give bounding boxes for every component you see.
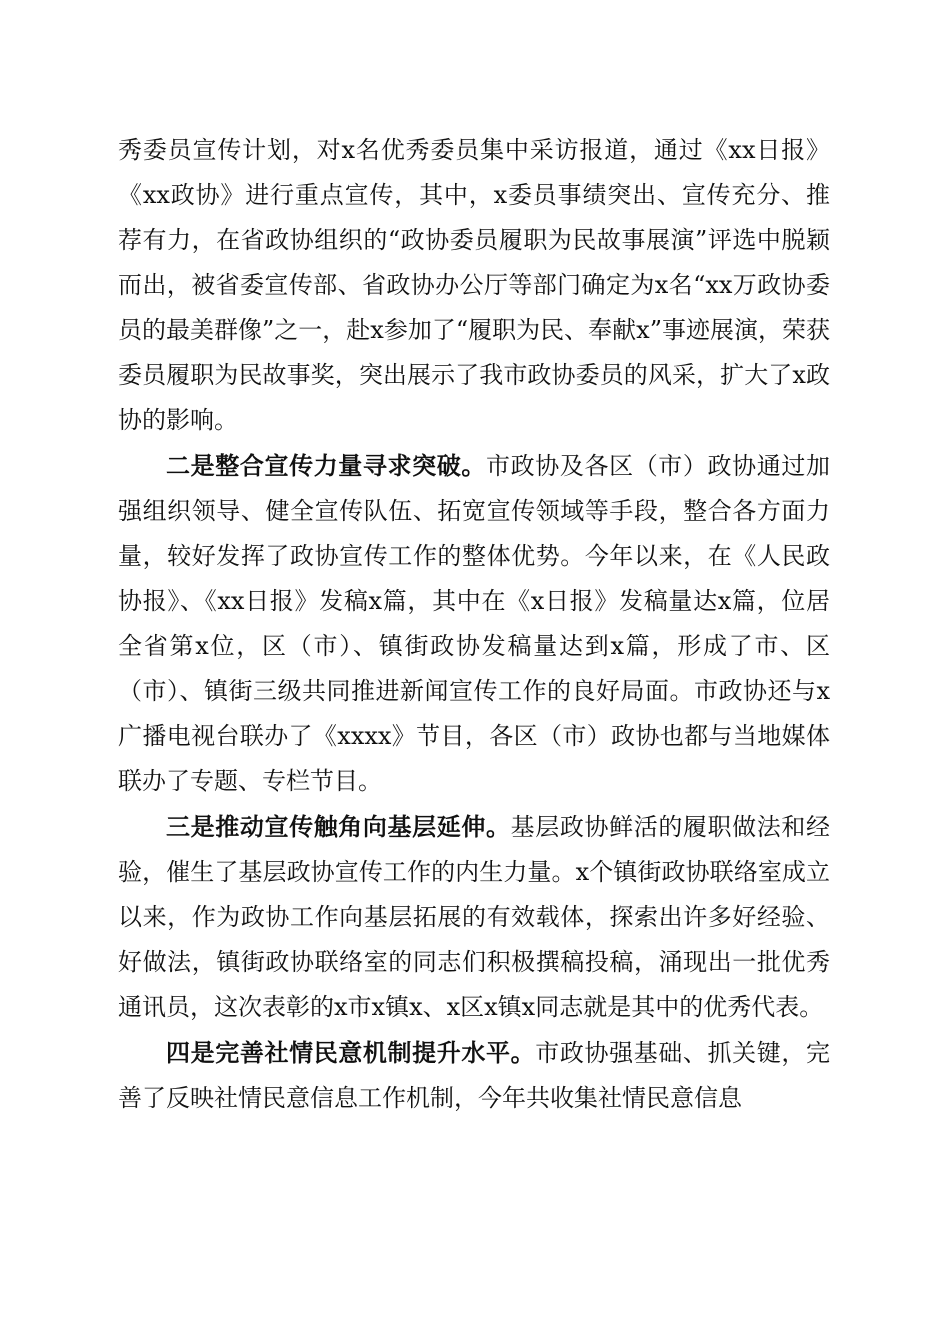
paragraph-text: 市政协强基础、抓关键，完善了反映社情民意信息工作机制，今年共收集社情民意信息: [118, 1039, 831, 1112]
paragraph-text: 市政协及各区（市）政协通过加强组织领导、健全宣传队伍、拓宽宣传领域等手段，整合各方面力量，较好发挥了政协宣传工作的整体优势。今年以来，在《人民政协报》、《xx日报》发稿x篇，其中在《x日报》发稿量达x篇，位居全省第x位，区（市）、镇街政协发稿量达到x篇，形成了市、区（市）、镇街三级共同推进新闻宣传工作的良好局面。市政协还与x广播电视台联办了《xxxx》节目，各区（市）政协也都与当地媒体联办了专题、专栏节目。: [118, 452, 830, 795]
paragraph-text: 秀委员宣传计划，对x名优秀委员集中采访报道，通过《xx日报》《xx政协》进行重点宣传，其中，x委员事绩突出、宣传充分、推荐有力，在省政协组织的“政协委员履职为民故事展演”评选中脱颖而出，被省委宣传部、省政协办公厅等部门确定为x名“xx万政协委员的最美群像”之一，赴x参加了“履职为民、奉献x”事迹展演，荣获委员履职为民故事奖，突出展示了我市政协委员的风采，扩大了x政协的影响。: [118, 136, 830, 434]
paragraph-continuation: [118, 128, 830, 443]
paragraph-public-opinion-mechanism: [118, 1030, 830, 1121]
paragraph-text: 基层政协鲜活的履职做法和经验，催生了基层政协宣传工作的内生力量。x个镇街政协联络室成立以来，作为政协工作向基层拓展的有效载体，探索出许多好经验、好做法，镇街政协联络室的同志们积极撰稿投稿，涌现出一批优秀通讯员，这次表彰的x市x镇x、x区x镇x同志就是其中的优秀代表。: [118, 813, 831, 1021]
document-body: [118, 128, 830, 1121]
paragraph-lead: 三是推动宣传触角向基层延伸。: [166, 812, 511, 841]
paragraph-grassroots-extension: [118, 804, 830, 1030]
paragraph-integrate-publicity: [118, 443, 830, 804]
paragraph-lead: 二是整合宣传力量寻求突破。: [166, 451, 486, 480]
paragraph-lead: 四是完善社情民意机制提升水平。: [166, 1038, 536, 1067]
